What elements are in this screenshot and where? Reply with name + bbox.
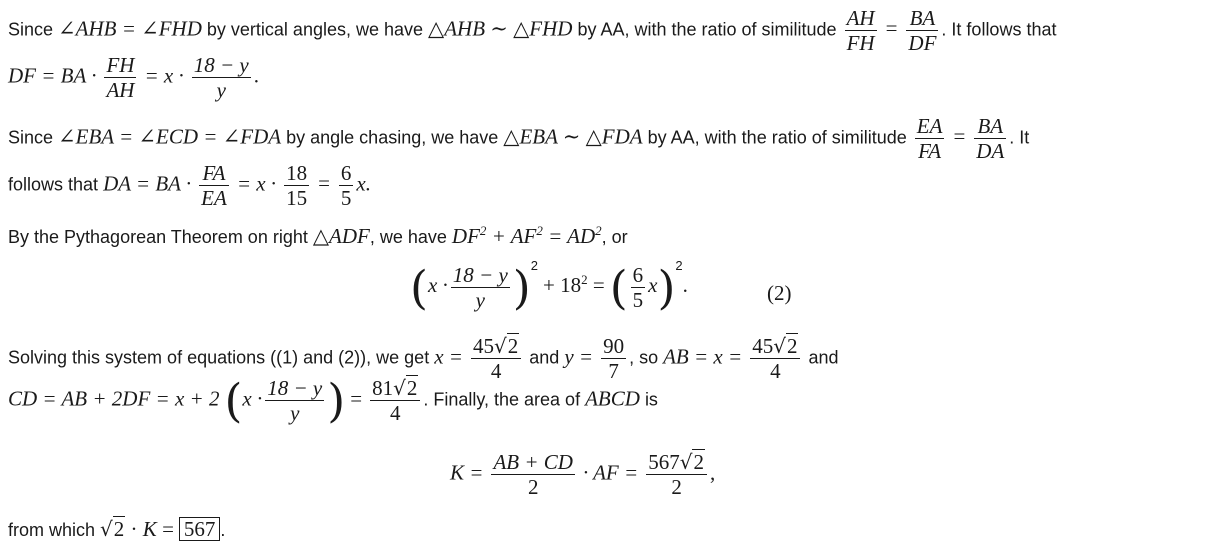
text: from which bbox=[8, 520, 96, 540]
text: by AA, with the ratio of similitude bbox=[577, 19, 837, 40]
text: , so bbox=[629, 347, 659, 368]
math-expression: · AF = bbox=[582, 460, 639, 485]
text: Solving this system of equations ((1) and (2)), we get bbox=[8, 347, 430, 368]
text: Since bbox=[8, 127, 54, 148]
fraction: $\frac{18 - y}{y}$ bbox=[452, 262, 508, 312]
fraction: $\frac{567√2}{2}$ bbox=[646, 450, 707, 499]
pythagorean-equation: $DF^2 + AF^2 = AD^2$ bbox=[451, 223, 602, 248]
text: . Finally, the area of bbox=[423, 389, 581, 410]
fraction: $\frac{6}{5}$ bbox=[632, 262, 644, 312]
text: follows that bbox=[8, 174, 99, 195]
final-line: from which √2 · K = 567 . bbox=[8, 517, 226, 541]
equation-number: (2) bbox=[767, 281, 792, 305]
p4-line2: CD = AB + 2DF = x + 2 (x · $\frac{18 - y}{y}$ ) = $\frac{81√2}{4}$ . Finally, the area of ABCD is bbox=[8, 373, 658, 428]
fraction: $\frac{18}{15}$ bbox=[286, 161, 308, 210]
fraction: $\frac{EA}{FA}$ bbox=[916, 114, 943, 163]
p1-line2: DF = BA · $\frac{FH}{AH}$ = x · $\frac{18 - y}{y}$ . bbox=[8, 53, 259, 102]
math-expression: DF = BA · bbox=[8, 63, 97, 88]
text: is bbox=[644, 389, 658, 410]
math-expression: CD = AB + 2DF = x + 2 bbox=[8, 386, 220, 411]
shape-label: ABCD bbox=[585, 386, 640, 411]
fraction: $\frac{81√2}{4}$ bbox=[370, 376, 420, 425]
display-area-equation: K = $\frac{AB + CD}{2}$ · AF = $\frac{567√2}{2}$ , bbox=[450, 450, 716, 499]
math-expression: = x · bbox=[236, 171, 277, 196]
p2-line2: follows that DA = BA · $\frac{FA}{EA}$ = x · $\frac{18}{15}$ = $\frac{6}{5}$ x. bbox=[8, 161, 371, 210]
text: and bbox=[529, 347, 560, 368]
fraction: $\frac{FA}{EA}$ bbox=[201, 161, 227, 210]
fraction: $\frac{AH}{FH}$ bbox=[846, 6, 875, 55]
text: , or bbox=[601, 227, 628, 247]
angle-equation: ∠EBA = ∠ECD = ∠FDA bbox=[58, 124, 282, 149]
p2-line1: Since ∠EBA = ∠ECD = ∠FDA by angle chasing, we have △EBA ∼ △FDA by AA, with the ratio of similitude $\frac{EA}{FA}$ = $\frac{BA}{DA}$ . It bbox=[8, 114, 1030, 163]
fraction: $\frac{18 - y}{y}$ bbox=[193, 53, 249, 102]
text: . It follows that bbox=[941, 19, 1057, 40]
fraction: $\frac{45√2}{4}$ bbox=[471, 334, 521, 383]
text: and bbox=[808, 347, 839, 368]
fraction: $\frac{BA}{DF}$ bbox=[908, 6, 937, 55]
p4-line1: Solving this system of equations ((1) and (2)), we get x = $\frac{45√2}{4}$ and y = $\frac{90}{7}$ , so AB = x = $\frac{45√2}{4}$ and bbox=[8, 334, 839, 383]
text: , we have bbox=[369, 227, 447, 247]
text: By the Pythagorean Theorem on right bbox=[8, 227, 308, 247]
text: Since bbox=[8, 19, 54, 40]
fraction: $\frac{FH}{AH}$ bbox=[106, 53, 135, 102]
math-expression: = x · bbox=[144, 63, 184, 88]
answer-box: 567 bbox=[179, 517, 221, 541]
triangle-label: △ADF bbox=[312, 224, 370, 248]
display-equation-2: (x · $\frac{18 - y}{y}$ )$^2 + 18^2$ = ( $\frac{6}{5}$ x)$^2$. bbox=[410, 258, 688, 315]
fraction: $\frac{18 - y}{y}$ bbox=[267, 376, 323, 425]
fraction: $\frac{BA}{DA}$ bbox=[976, 114, 1005, 163]
fraction: $\frac{6}{5}$ bbox=[340, 161, 352, 210]
similarity-statement: △EBA ∼ △FDA bbox=[503, 124, 643, 149]
text: by angle chasing, we have bbox=[286, 127, 499, 148]
fraction: $\frac{AB + CD}{2}$ bbox=[493, 450, 573, 499]
similarity-statement: △AHB ∼ △FHD bbox=[428, 16, 573, 41]
text: by vertical angles, we have bbox=[206, 19, 424, 40]
angle-equation: ∠AHB = ∠FHD bbox=[58, 16, 202, 41]
text: . It bbox=[1009, 127, 1030, 148]
p3-line bbox=[8, 223, 628, 249]
text: by AA, with the ratio of similitude bbox=[647, 127, 907, 148]
p1-line1: Since ∠AHB = ∠FHD by vertical angles, we have △AHB ∼ △FHD by AA, with the ratio of similitude $\frac{AH}{FH}$ = $\frac{BA}{DF}$ . It follows that bbox=[8, 6, 1057, 55]
fraction: $\frac{45√2}{4}$ bbox=[750, 334, 800, 383]
fraction: $\frac{90}{7}$ bbox=[603, 334, 625, 383]
math-expression: DA = BA · bbox=[103, 171, 192, 196]
